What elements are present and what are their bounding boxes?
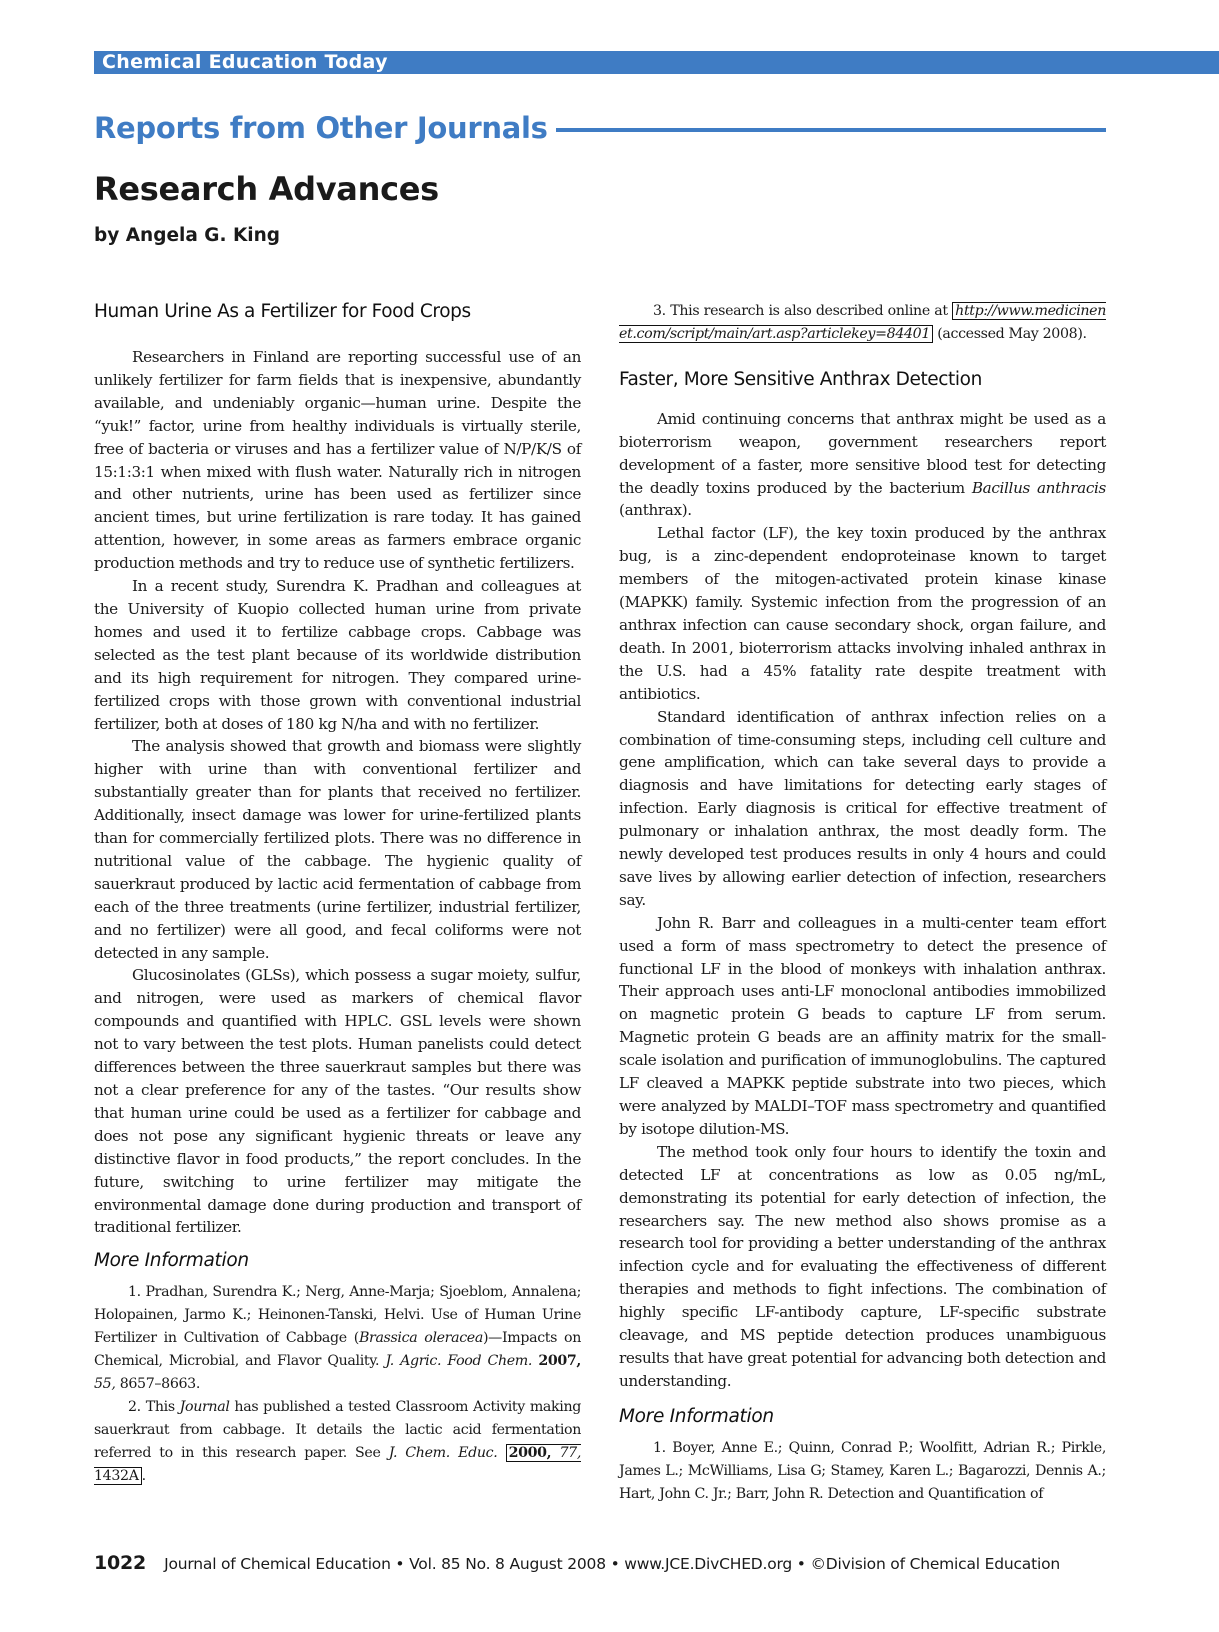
paragraph: Researchers in Finland are reporting successful use of an unlikely fertilizer for farm fields that is inexpensive, abundantly available, and undeniably organic—human urine. Despite the “yuk!” factor, urine from healthy individuals is virtually sterile, free of bacteria or viruses and has a fertilizer value of N/P/K/S of 15:1:3:1 when mixed with flush water. Naturally rich in nitrogen and other nutrients, urine has been used as fertilizer since ancient times, but urine fertilization is rare today. It has gained attention, however, in some areas as farmers embrace organic production methods and try to reduce use of synthetic fertilizers. xyxy=(94,348,581,573)
section-rule xyxy=(556,128,1106,132)
more-information-heading: More Information xyxy=(94,1250,249,1272)
section-header xyxy=(94,108,1106,148)
section-band: Chemical Education Today xyxy=(94,51,1219,74)
paragraph: The analysis showed that growth and biomass were slightly higher with urine than with conventional fertilizer and substantially greater than for plants that received no fertilizer. Additionally, insect damage was lower for urine-fertilized plants than for commercially fertilized plots. There was no difference in nutritional value of the cabbage. The hygienic quality of sauerkraut produced by lactic acid fermentation of cabbage from each of the three treatments (urine fertilizer, industrial fertilizer, and no fertilizer) were all good, and fecal coliforms were not detected in any sample. xyxy=(94,737,581,962)
paragraph: John R. Barr and colleagues in a multi-center team effort used a form of mass spectrometry to detect the presence of functional LF in the blood of monkeys with inhalation anthrax. Their approach uses anti-LF monoclonal antibodies immobilized on magnetic protein G beads to capture LF from serum. Magnetic protein G beads are an affinity matrix for the small-scale isolation and purification of immunoglobulins. The captured LF cleaved a MAPKK peptide substrate into two pieces, which were analyzed by MALDI–TOF mass spectrometry and quantified by isotope dilution-MS. xyxy=(619,913,1106,1138)
page-number: 1022 xyxy=(94,1552,147,1574)
reference-item: 1. Boyer, Anne E.; Quinn, Conrad P.; Woolfitt, Adrian R.; Pirkle, James L.; McWilliams, Lisa G; Stamey, Karen L.; Bagarozzi, Dennis A.; Hart, John C. Jr.; Barr, John R. Detection and Quantification of xyxy=(619,1439,1106,1502)
reference-item: 3. This research is also described online at http://www.medicinenet.com/script/main/art.asp?articlekey=84401 (accessed May 2008). xyxy=(619,303,1106,342)
paragraph: The method took only four hours to identify the toxin and detected LF at concentrations as low as 0.05 ng/mL, demonstrating its potential for early detection of infection, the researchers say. The new method also shows promise as a research tool for providing a better understanding of the anthrax infection cycle and for evaluating the effectiveness of different therapies and methods to fight infections. The combination of highly specific LF-antibody capture, LF-specific substrate cleavage, and MS peptide detection produces unambiguous results that have great potential for advancing both detection and understanding. xyxy=(619,1142,1106,1390)
section-title: Reports from Other Journals xyxy=(94,111,548,145)
paragraph: Glucosinolates (GLSs), which possess a sugar moiety, sulfur, and nitrogen, were used as markers of chemical flavor compounds and quantified with HPLC. GSL levels were shown not to vary between the test plots. Human panelists could detect differences between the three sauerkraut samples but there was not a clear preference for any of the tastes. “Our results show that human urine could be used as a fertilizer for cabbage and does not pose any significant hygienic threats or leave any distinctive flavor in food products,” the report concludes. In the future, switching to urine fertilizer may mitigate the environmental damage done during production and transport of traditional fertilizer. xyxy=(94,966,581,1237)
page-footer xyxy=(94,1552,1106,1574)
paragraph: In a recent study, Surendra K. Pradhan and colleagues at the University of Kuopio collected human urine from private homes and used it to fertilize cabbage crops. Cabbage was selected as the test plant because of its worldwide distribution and its high requirement for nitrogen. They compared urine-fertilized crops with those grown with conventional industrial fertilizer, both at doses of 180 kg N/ha and with no fertilizer. xyxy=(94,577,581,733)
article-title-anthrax: Faster, More Sensitive Anthrax Detection xyxy=(619,368,982,390)
citation-link[interactable]: 2000, 77, 1432A xyxy=(94,1444,581,1484)
article-title-urine: Human Urine As a Fertilizer for Food Crops xyxy=(94,301,471,322)
byline: by Angela G. King xyxy=(94,225,281,246)
left-column xyxy=(94,298,581,1488)
more-information-heading: More Information xyxy=(619,1405,774,1427)
right-column xyxy=(619,300,1106,1506)
paragraph: Lethal factor (LF), the key toxin produced by the anthrax bug, is a zinc-dependent endoproteinase known to target members of the mitogen-activated protein kinase kinase (MAPKK) family. Systemic infection from the progression of an anthrax infection can cause secondary shock, organ failure, and death. In 2001, bioterrorism attacks involving inhaled anthrax in the U.S. had a 45% fatality rate despite treatment with antibiotics. xyxy=(619,524,1106,703)
url-link[interactable]: http://www.medicinenet.com/script/main/art.asp?articlekey=84401 xyxy=(619,303,1106,342)
reference-item: 2. This Journal has published a tested Classroom Activity making sauerkraut from cabbage. It details the lactic acid fermentation referred to in this research paper. See J. Chem. Educ. 2000, 77, 1432A . xyxy=(94,1398,581,1484)
reference-item: 1. Pradhan, Surendra K.; Nerg, Anne-Marja; Sjoeblom, Annalena; Holopainen, Jarmo K.; Heinonen-Tanski, Helvi. Use of Human Urine Fertilizer in Cultivation of Cabbage (Brassica oleracea)—Impacts on Chemical, Microbial, and Flavor Quality. J. Agric. Food Chem. 2007, 55, 8657–8663. xyxy=(94,1284,581,1392)
paragraph: Standard identification of anthrax infection relies on a combination of time-consuming steps, including cell culture and gene amplification, which can take several days to provide a diagnosis and have limitations for detecting early stages of infection. Early diagnosis is critical for effective treatment of pulmonary or inhalation anthrax, the most deadly form. The newly developed test produces results in only 4 hours and could save lives by allowing earlier detection of infection, researchers say. xyxy=(619,707,1106,909)
paragraph: Amid continuing concerns that anthrax might be used as a bioterrorism weapon, government researchers report development of a faster, more sensitive blood test for detecting the deadly toxins produced by the bacterium Bacillus anthracis (anthrax). xyxy=(619,409,1106,520)
page-title: Research Advances xyxy=(94,170,439,208)
footer-text: Journal of Chemical Education • Vol. 85 No. 8 August 2008 • www.JCE.DivCHED.org • ©Division of Chemical Education xyxy=(164,1555,1060,1573)
